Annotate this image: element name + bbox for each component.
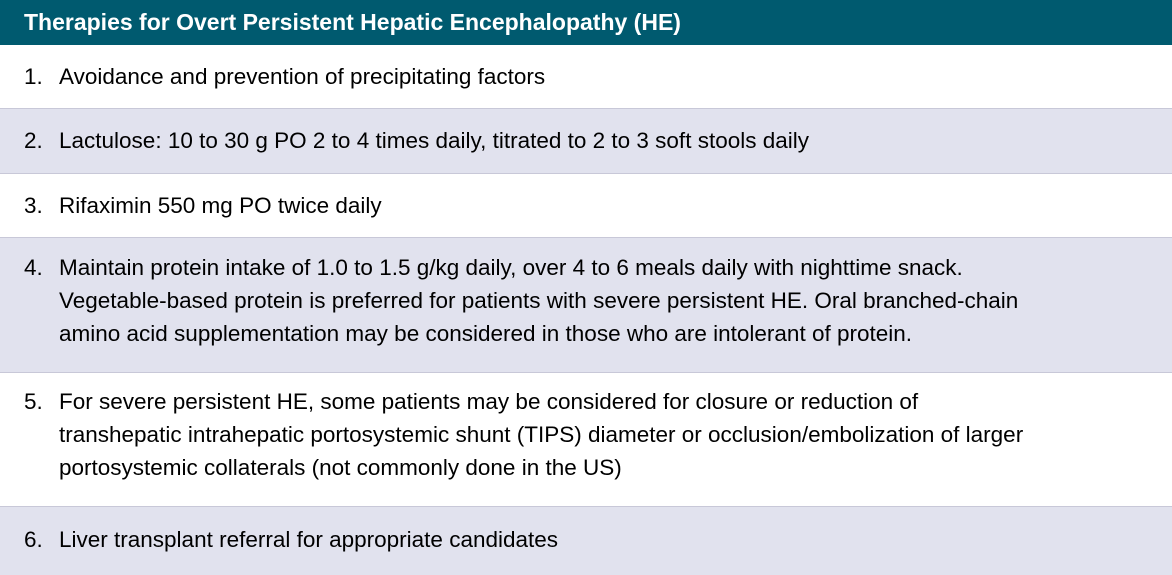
table-row — [0, 109, 1172, 174]
item-line: Avoidance and prevention of precipitating factors — [59, 64, 546, 89]
item-text — [59, 251, 1159, 350]
table-row — [0, 373, 1172, 507]
item-line: portosystemic collaterals (not commonly done in the US) — [59, 455, 622, 480]
item-number: 2. — [24, 128, 43, 153]
item-text — [59, 523, 1159, 556]
table-row — [0, 174, 1172, 238]
item-text — [59, 124, 1159, 157]
table-row — [0, 507, 1172, 575]
table-row — [0, 238, 1172, 373]
item-number: 3. — [24, 193, 43, 218]
item-line: Maintain protein intake of 1.0 to 1.5 g/kg daily, over 4 to 6 meals daily with nighttime snack. — [59, 255, 963, 280]
table-title: Therapies for Overt Persistent Hepatic Encephalopathy (HE) — [0, 0, 1172, 45]
item-line: Lactulose: 10 to 30 g PO 2 to 4 times daily, titrated to 2 to 3 soft stools daily — [59, 128, 809, 153]
item-line: Rifaximin 550 mg PO twice daily — [59, 193, 382, 218]
item-line: transhepatic intrahepatic portosystemic shunt (TIPS) diameter or occlusion/embolization of larger — [59, 422, 1024, 447]
table-row — [0, 45, 1172, 109]
item-line: amino acid supplementation may be considered in those who are intolerant of protein. — [59, 321, 913, 346]
item-number: 4. — [24, 255, 43, 280]
item-text — [59, 189, 1159, 222]
item-number: 5. — [24, 389, 43, 414]
item-text — [59, 60, 1159, 93]
item-line: For severe persistent HE, some patients may be considered for closure or reduction of — [59, 389, 919, 414]
item-line: Liver transplant referral for appropriate candidates — [59, 527, 559, 552]
item-line: Vegetable-based protein is preferred for patients with severe persistent HE. Oral branched-chain — [59, 288, 1019, 313]
item-number: 6. — [24, 527, 43, 552]
item-number: 1. — [24, 64, 43, 89]
item-text — [59, 385, 1159, 484]
